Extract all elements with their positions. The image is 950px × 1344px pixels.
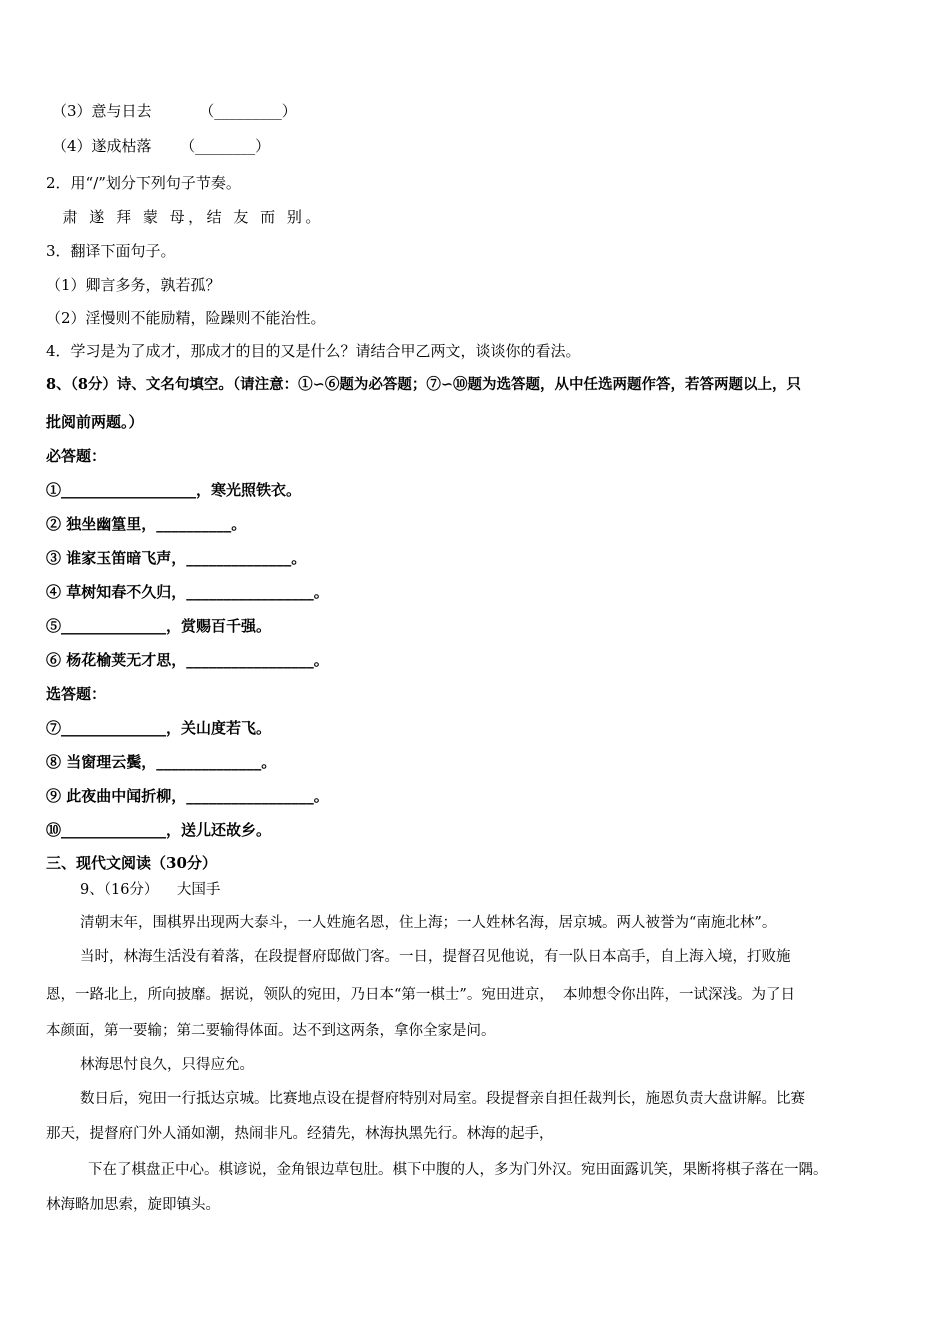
fill-item-10: ⑩______________，送儿还故乡。 — [46, 821, 272, 839]
rhythm-sentence: 肃 遂 拜 蒙 母，结 友 而 别。 — [46, 208, 324, 226]
fill-item-3: ③ 谁家玉笛暗飞声，______________。 — [46, 549, 307, 567]
question-8-heading-cont: 批阅前两题。） — [46, 413, 144, 431]
passage-paragraph-4-line-2: 那天，提督府门外人涌如潮，热闹非凡。经猜先，林海执黑先行。林海的起手， — [46, 1126, 554, 1142]
translate-item-1: （1）卿言多务，孰若孤？ — [46, 276, 221, 294]
passage-paragraph-4-line-1: 数日后，宛田一行抵达京城。比赛地点设在提督府特别对局室。段提督亲自担任裁判长，施恩负责大盘讲解。比赛 — [80, 1091, 805, 1107]
fill-item-8: ⑧ 当窗理云鬓，______________。 — [46, 753, 277, 771]
passage-paragraph-5-line-2: 林海略加思索，旋即镇头。 — [46, 1197, 220, 1213]
answer-line-4: （4）遂成枯落 （________） — [52, 137, 271, 155]
fill-item-5: ⑤______________，赏赐百千强。 — [46, 617, 272, 635]
question-8-heading: 8、（8分）诗、文名句填空。（请注意：①∽⑥题为必答题；⑦∽⑩题为选答题，从中任选两题作答，若答两题以上，只 — [46, 376, 801, 393]
passage-paragraph-1: 清朝末年，围棋界出现两大泰斗，一人姓施名恩，住上海；一人姓林名海，居京城。两人被誉为“南施北林”。 — [80, 915, 777, 931]
passage-paragraph-2-line-2: 恩，一路北上，所向披靡。据说，领队的宛田，乃日本“第一棋士”。宛田进京， 本帅想令你出阵，一试深浅。为了日 — [46, 987, 796, 1003]
question-3: 3．翻译下面句子。 — [46, 242, 176, 260]
optional-label: 选答题： — [46, 685, 107, 703]
passage-paragraph-2-line-3: 本颜面，第一要输；第二要输得体面。达不到这两条，拿你全家是问。 — [46, 1023, 496, 1039]
passage-paragraph-3: 林海思忖良久，只得应允。 — [80, 1057, 254, 1073]
passage-paragraph-2-line-1: 当时，林海生活没有着落，在段提督府邸做门客。一日，提督召见他说，有一队日本高手，自上海入境，打败施 — [80, 949, 791, 965]
question-2: 2．用“/”划分下列句子节奏。 — [46, 174, 241, 192]
translate-item-2: （2）淫慢则不能励精，险躁则不能治性。 — [46, 309, 326, 327]
fill-item-7: ⑦______________，关山度若飞。 — [46, 719, 272, 737]
fill-item-2: ② 独坐幽篁里，__________。 — [46, 515, 247, 533]
required-label: 必答题： — [46, 447, 107, 465]
section-3-heading: 三、现代文阅读（30分） — [46, 854, 217, 872]
question-9-heading: 9、（16分） 大国手 — [80, 882, 221, 898]
passage-paragraph-5-line-1: 下在了棋盘正中心。棋谚说，金角银边草包肚。棋下中腹的人，多为门外汉。宛田面露讥笑，果断将棋子落在一隅。 — [88, 1162, 828, 1178]
fill-item-1: ①__________________，寒光照铁衣。 — [46, 481, 302, 499]
fill-item-4: ④ 草树知春不久归，_________________。 — [46, 583, 329, 601]
fill-item-9: ⑨ 此夜曲中闻折柳，_________________。 — [46, 787, 329, 805]
fill-item-6: ⑥ 杨花榆荚无才思，_________________。 — [46, 651, 329, 669]
answer-line-3: （3）意与日去 （_________） — [52, 102, 297, 120]
question-4: 4．学习是为了成才，那成才的目的又是什么？请结合甲乙两文，谈谈你的看法。 — [46, 342, 581, 360]
